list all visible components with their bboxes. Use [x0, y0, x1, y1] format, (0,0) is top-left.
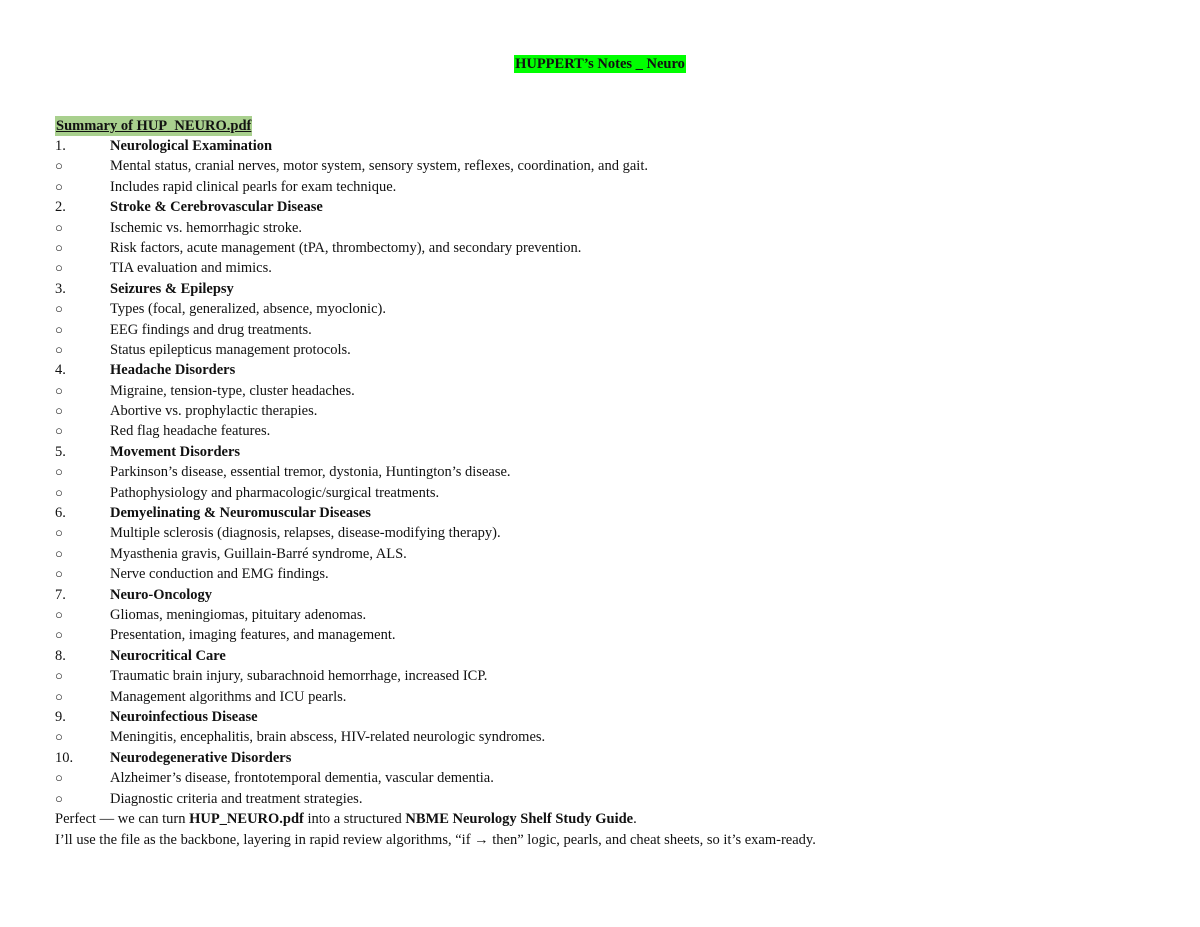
section-heading: Demyelinating & Neuromuscular Diseases	[110, 505, 371, 522]
list-item-text: Presentation, imaging features, and management.	[110, 627, 396, 644]
section-heading-row	[55, 197, 1155, 217]
circle-bullet-icon: ○	[55, 219, 63, 235]
circle-bullet-icon: ○	[55, 239, 63, 255]
list-item	[55, 299, 1155, 319]
closing-filename: HUP_NEURO.pdf	[189, 811, 304, 828]
list-item-text: Traumatic brain injury, subarachnoid hemorrhage, increased ICP.	[110, 668, 488, 685]
list-item	[55, 156, 1155, 176]
list-item-text: Parkinson’s disease, essential tremor, dystonia, Huntington’s disease.	[110, 464, 511, 481]
section-number: 3.	[55, 280, 66, 297]
list-item	[55, 544, 1155, 564]
section-heading: Neuro-Oncology	[110, 586, 213, 603]
list-item-text: Gliomas, meningiomas, pituitary adenomas.	[110, 606, 367, 623]
list-item	[55, 727, 1155, 747]
list-item	[55, 625, 1155, 645]
section-heading: Seizures & Epilepsy	[110, 280, 234, 297]
list-item	[55, 666, 1155, 686]
circle-bullet-icon: ○	[55, 158, 63, 174]
document-title	[0, 54, 1200, 74]
circle-bullet-icon: ○	[55, 688, 63, 704]
section-number: 8.	[55, 647, 66, 664]
list-item-text: TIA evaluation and mimics.	[110, 260, 272, 277]
circle-bullet-icon: ○	[55, 260, 63, 276]
circle-bullet-icon: ○	[55, 545, 63, 561]
section-heading: Stroke & Cerebrovascular Disease	[110, 199, 323, 216]
outline-list	[55, 136, 1155, 809]
list-item-text: Ischemic vs. hemorrhagic stroke.	[110, 219, 303, 236]
circle-bullet-icon: ○	[55, 301, 63, 317]
list-item-text: Abortive vs. prophylactic therapies.	[110, 403, 318, 420]
circle-bullet-icon: ○	[55, 464, 63, 480]
circle-bullet-icon: ○	[55, 668, 63, 684]
list-item	[55, 320, 1155, 340]
list-item	[55, 381, 1155, 401]
section-number: 4.	[55, 362, 66, 379]
list-item	[55, 462, 1155, 482]
list-item	[55, 789, 1155, 809]
section-heading-row	[55, 585, 1155, 605]
section-number: 5.	[55, 443, 66, 460]
list-item-text: Mental status, cranial nerves, motor system, sensory system, reflexes, coordination, and gait.	[110, 158, 648, 175]
section-number: 6.	[55, 505, 66, 522]
list-item	[55, 177, 1155, 197]
section-heading: Neurodegenerative Disorders	[110, 749, 292, 766]
section-heading: Neurocritical Care	[110, 647, 226, 664]
section-heading-row	[55, 707, 1155, 727]
closing-guide-name: NBME Neurology Shelf Study Guide	[405, 811, 634, 828]
circle-bullet-icon: ○	[55, 341, 63, 357]
circle-bullet-icon: ○	[55, 566, 63, 582]
section-heading-row	[55, 360, 1155, 380]
closing-paragraph-2: I’ll use the file as the backbone, layering in rapid review algorithms, “if → then” logic, pearls, and cheat sheets, so it’s exam-ready.	[55, 831, 816, 848]
list-item-text: Migraine, tension-type, cluster headaches.	[110, 382, 355, 399]
closing-paragraph-1	[55, 809, 637, 829]
circle-bullet-icon: ○	[55, 403, 63, 419]
circle-bullet-icon: ○	[55, 178, 63, 194]
section-heading-row	[55, 279, 1155, 299]
closing-text: into a structured	[303, 811, 406, 828]
list-item	[55, 564, 1155, 584]
circle-bullet-icon: ○	[55, 525, 63, 541]
section-heading-row	[55, 442, 1155, 462]
section-heading: Neurological Examination	[110, 138, 273, 154]
list-item-text: Multiple sclerosis (diagnosis, relapses, disease-modifying therapy).	[110, 525, 501, 542]
circle-bullet-icon: ○	[55, 627, 63, 643]
list-item-text: Nerve conduction and EMG findings.	[110, 566, 329, 583]
list-item-text: Management algorithms and ICU pearls.	[110, 688, 347, 705]
closing-text: Perfect — we can turn	[55, 811, 190, 828]
section-heading-row	[55, 136, 1155, 156]
section-heading: Neuroinfectious Disease	[110, 708, 258, 725]
section-number: 2.	[55, 199, 66, 216]
document-title-text: HUPPERT’s Notes _ Neuro	[515, 56, 685, 72]
list-item-text: Alzheimer’s disease, frontotemporal dementia, vascular dementia.	[110, 770, 494, 787]
list-item	[55, 483, 1155, 503]
list-item	[55, 258, 1155, 278]
list-item-text: Status epilepticus management protocols.	[110, 341, 351, 358]
list-item	[55, 340, 1155, 360]
list-item	[55, 238, 1155, 258]
section-number: 1.	[55, 138, 66, 154]
section-heading-row	[55, 503, 1155, 523]
circle-bullet-icon: ○	[55, 423, 63, 439]
list-item	[55, 687, 1155, 707]
circle-bullet-icon: ○	[55, 606, 63, 622]
section-number: 10.	[55, 749, 74, 766]
list-item-text: Includes rapid clinical pearls for exam technique.	[110, 178, 397, 195]
section-heading: Headache Disorders	[110, 362, 236, 379]
circle-bullet-icon: ○	[55, 382, 63, 398]
circle-bullet-icon: ○	[55, 484, 63, 500]
section-number: 9.	[55, 708, 66, 725]
list-item-text: Types (focal, generalized, absence, myoclonic).	[110, 301, 386, 318]
section-heading: Movement Disorders	[110, 443, 241, 460]
list-item-text: EEG findings and drug treatments.	[110, 321, 312, 338]
summary-heading: Summary of HUP_NEURO.pdf	[56, 118, 252, 134]
circle-bullet-icon: ○	[55, 790, 63, 806]
section-heading-row	[55, 748, 1155, 768]
list-item	[55, 401, 1155, 421]
circle-bullet-icon: ○	[55, 321, 63, 337]
list-item-text: Myasthenia gravis, Guillain-Barré syndrome, ALS.	[110, 545, 407, 562]
list-item-text: Meningitis, encephalitis, brain abscess, HIV-related neurologic syndromes.	[110, 729, 546, 746]
list-item-text: Red flag headache features.	[110, 423, 271, 440]
list-item	[55, 421, 1155, 441]
list-item	[55, 605, 1155, 625]
list-item	[55, 523, 1155, 543]
list-item-text: Diagnostic criteria and treatment strategies.	[110, 790, 363, 807]
circle-bullet-icon: ○	[55, 770, 63, 786]
list-item	[55, 218, 1155, 238]
closing-text: .	[633, 811, 637, 828]
list-item	[55, 768, 1155, 788]
list-item-text: Pathophysiology and pharmacologic/surgical treatments.	[110, 484, 440, 501]
section-heading-row	[55, 646, 1155, 666]
circle-bullet-icon: ○	[55, 729, 63, 745]
list-item-text: Risk factors, acute management (tPA, thrombectomy), and secondary prevention.	[110, 239, 582, 256]
section-number: 7.	[55, 586, 66, 603]
